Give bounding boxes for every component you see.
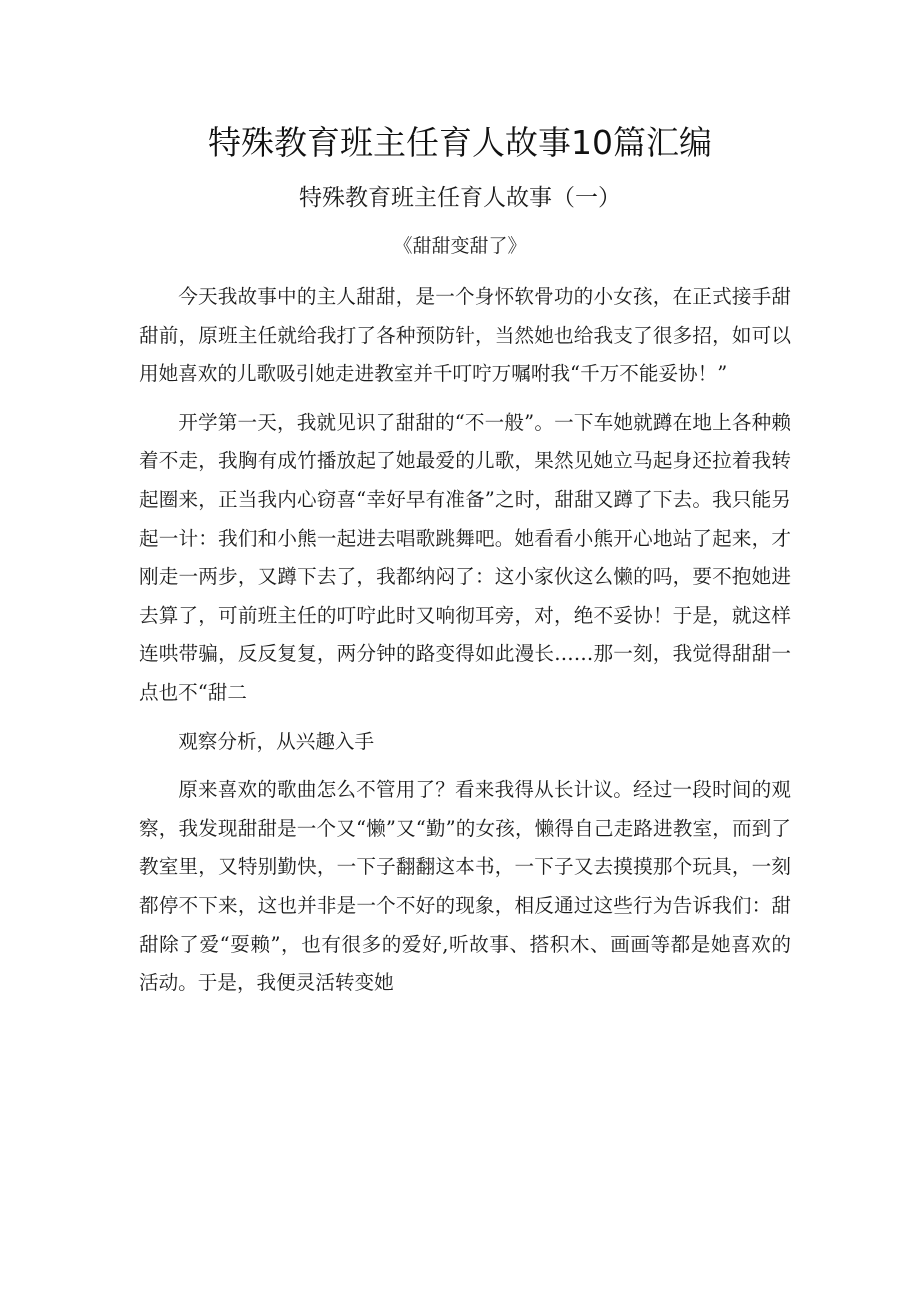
story-title: 《甜甜变甜了》 [393, 235, 527, 257]
paragraph-first-day: 开学第一天，我就见识了甜甜的“不一般”。一下车她就蹲在地上各种赖着不走，我胸有成竹播放起了她最爱的儿歌，果然见她立马起身还拉着我转起圈来，正当我内心窃喜“幸好早有准备”之时，甜甜又蹲了下去。我只能另起一计：我们和小熊一起进去唱歌跳舞吧。她看看小熊开心地站了起来，才刚走一两步，又蹲下去了，我都纳闷了：这小家伙这么懒的吗，要不抱她进去算了，可前班主任的叮咛此时又响彻耳旁，对，绝不妥协！于是，就这样连哄带骗，反反复复，两分钟的路变得如此漫长……那一刻，我觉得甜甜一点也不“甜二 [139, 410, 791, 704]
story-collection-subtitle: 特殊教育班主任育人故事（一） [299, 185, 621, 211]
paragraph-intro: 今天我故事中的主人甜甜，是一个身怀软骨功的小女孩，在正式接手甜甜前，原班主任就给我打了各种预防针，当然她也给我支了很多招，如可以用她喜欢的儿歌吸引她走进教室并千叮咛万嘱咐我“千万不能妥协！” [139, 285, 791, 386]
section-heading-observation: 观察分析，从兴趣入手 [178, 729, 375, 753]
document-title: 特殊教育班主任育人故事10篇汇编 [208, 123, 712, 162]
paragraph-observation: 原来喜欢的歌曲怎么不管用了？看来我得从长计议。经过一段时间的观察，我发现甜甜是一个又“懒”又“勤”的女孩，懒得自己走路进教室，而到了教室里，又特别勤快，一下子翻翻这本书，一下子又去摸摸那个玩具，一刻都停不下来，这也并非是一个不好的现象，相反通过这些行为告诉我们：甜甜除了爱“耍赖”，也有很多的爱好,听故事、搭积木、画画等都是她喜欢的活动。于是，我便灵活转变她 [139, 778, 791, 995]
story-body [139, 278, 791, 1013]
